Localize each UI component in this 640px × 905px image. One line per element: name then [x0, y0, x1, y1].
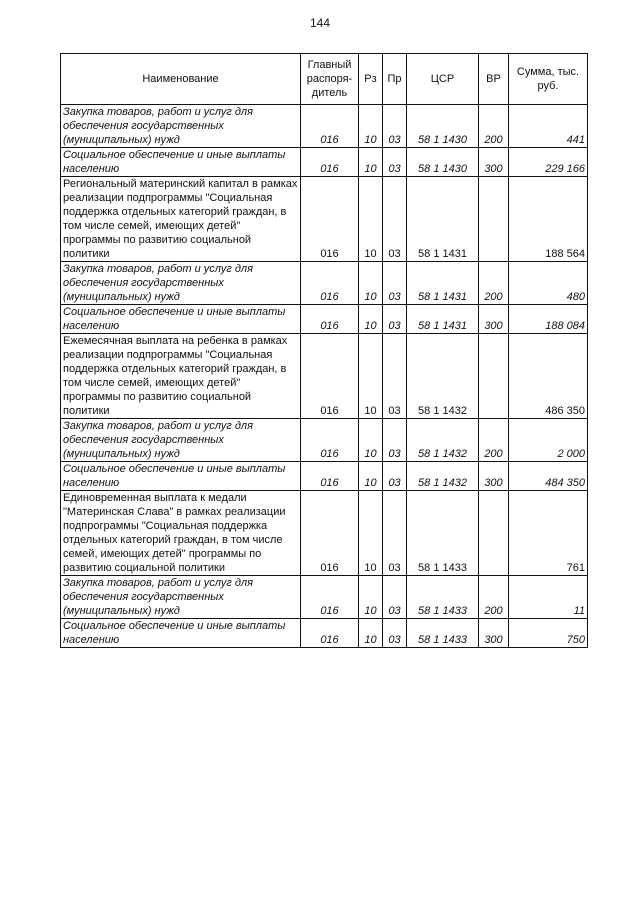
cell-admin: 016 — [301, 419, 359, 462]
cell-pr: 03 — [383, 491, 407, 576]
cell-sum: 484 350 — [509, 462, 588, 491]
cell-pr: 03 — [383, 148, 407, 177]
cell-name: Социальное обеспечение и иные выплаты населению — [61, 305, 301, 334]
table-row — [61, 262, 588, 305]
cell-csr: 58 1 1433 — [407, 619, 479, 648]
table-row — [61, 105, 588, 148]
cell-admin: 016 — [301, 177, 359, 262]
cell-rz: 10 — [359, 419, 383, 462]
cell-rz: 10 — [359, 576, 383, 619]
table-row — [61, 419, 588, 462]
cell-rz: 10 — [359, 462, 383, 491]
cell-pr: 03 — [383, 419, 407, 462]
cell-name: Закупка товаров, работ и услуг для обеспечения государственных (муниципальных) нужд — [61, 419, 301, 462]
cell-pr: 03 — [383, 177, 407, 262]
cell-vr: 200 — [479, 419, 509, 462]
cell-vr: 300 — [479, 462, 509, 491]
cell-vr: 300 — [479, 305, 509, 334]
header-row — [61, 54, 588, 105]
cell-sum: 441 — [509, 105, 588, 148]
table-row — [61, 576, 588, 619]
cell-admin: 016 — [301, 148, 359, 177]
cell-vr: 300 — [479, 619, 509, 648]
header-rz: Рз — [359, 54, 383, 105]
cell-admin: 016 — [301, 491, 359, 576]
cell-pr: 03 — [383, 305, 407, 334]
table-row — [61, 491, 588, 576]
table-row — [61, 305, 588, 334]
table-row — [61, 462, 588, 491]
cell-rz: 10 — [359, 177, 383, 262]
table-row — [61, 177, 588, 262]
cell-name: Закупка товаров, работ и услуг для обеспечения государственных (муниципальных) нужд — [61, 576, 301, 619]
cell-admin: 016 — [301, 262, 359, 305]
cell-sum: 2 000 — [509, 419, 588, 462]
cell-sum: 761 — [509, 491, 588, 576]
cell-csr: 58 1 1430 — [407, 148, 479, 177]
cell-admin: 016 — [301, 334, 359, 419]
cell-csr: 58 1 1431 — [407, 305, 479, 334]
cell-sum: 11 — [509, 576, 588, 619]
cell-csr: 58 1 1431 — [407, 262, 479, 305]
header-pr: Пр — [383, 54, 407, 105]
cell-sum: 480 — [509, 262, 588, 305]
page-number: 144 — [309, 16, 331, 30]
cell-admin: 016 — [301, 576, 359, 619]
table-body — [61, 105, 588, 648]
header-admin: Главный распоря-дитель — [301, 54, 359, 105]
cell-sum: 188 084 — [509, 305, 588, 334]
cell-rz: 10 — [359, 619, 383, 648]
cell-admin: 016 — [301, 305, 359, 334]
table-row — [61, 148, 588, 177]
cell-admin: 016 — [301, 462, 359, 491]
cell-rz: 10 — [359, 148, 383, 177]
cell-vr — [479, 491, 509, 576]
cell-rz: 10 — [359, 491, 383, 576]
cell-name: Единовременная выплата к медали "Материнская Слава" в рамках реализации подпрограммы "Социальная поддержка отдельных категорий граждан, в том числе семей, имеющих детей" программы по развитию социальной политики — [61, 491, 301, 576]
cell-name: Социальное обеспечение и иные выплаты населению — [61, 148, 301, 177]
table-row — [61, 334, 588, 419]
cell-sum: 750 — [509, 619, 588, 648]
cell-csr: 58 1 1432 — [407, 419, 479, 462]
cell-pr: 03 — [383, 105, 407, 148]
cell-pr: 03 — [383, 619, 407, 648]
cell-name: Ежемесячная выплата на ребенка в рамках реализации подпрограммы "Социальная поддержка отдельных категорий граждан, в том числе семей, имеющих детей" программы по развитию социальной политики — [61, 334, 301, 419]
cell-vr — [479, 177, 509, 262]
cell-rz: 10 — [359, 105, 383, 148]
budget-table — [60, 53, 588, 648]
cell-pr: 03 — [383, 334, 407, 419]
cell-admin: 016 — [301, 105, 359, 148]
header-csr: ЦСР — [407, 54, 479, 105]
header-vr: ВР — [479, 54, 509, 105]
cell-pr: 03 — [383, 462, 407, 491]
cell-name: Закупка товаров, работ и услуг для обеспечения государственных (муниципальных) нужд — [61, 262, 301, 305]
cell-name: Региональный материнский капитал в рамках реализации подпрограммы "Социальная поддержка отдельных категорий граждан, в том числе семей, имеющих детей" программы по развитию социальной политики — [61, 177, 301, 262]
cell-sum: 229 166 — [509, 148, 588, 177]
cell-vr: 200 — [479, 576, 509, 619]
cell-name: Закупка товаров, работ и услуг для обеспечения государственных (муниципальных) нужд — [61, 105, 301, 148]
cell-csr: 58 1 1430 — [407, 105, 479, 148]
table-row — [61, 619, 588, 648]
cell-csr: 58 1 1432 — [407, 462, 479, 491]
cell-pr: 03 — [383, 262, 407, 305]
cell-vr — [479, 334, 509, 419]
cell-admin: 016 — [301, 619, 359, 648]
cell-name: Социальное обеспечение и иные выплаты населению — [61, 462, 301, 491]
cell-rz: 10 — [359, 334, 383, 419]
cell-pr: 03 — [383, 576, 407, 619]
cell-csr: 58 1 1433 — [407, 491, 479, 576]
header-name: Наименование — [61, 54, 301, 105]
cell-name: Социальное обеспечение и иные выплаты населению — [61, 619, 301, 648]
cell-sum: 188 564 — [509, 177, 588, 262]
cell-csr: 58 1 1431 — [407, 177, 479, 262]
cell-csr: 58 1 1432 — [407, 334, 479, 419]
cell-vr: 200 — [479, 105, 509, 148]
cell-sum: 486 350 — [509, 334, 588, 419]
cell-csr: 58 1 1433 — [407, 576, 479, 619]
cell-vr: 200 — [479, 262, 509, 305]
header-sum: Сумма, тыс. руб. — [509, 54, 588, 105]
cell-vr: 300 — [479, 148, 509, 177]
cell-rz: 10 — [359, 262, 383, 305]
cell-rz: 10 — [359, 305, 383, 334]
